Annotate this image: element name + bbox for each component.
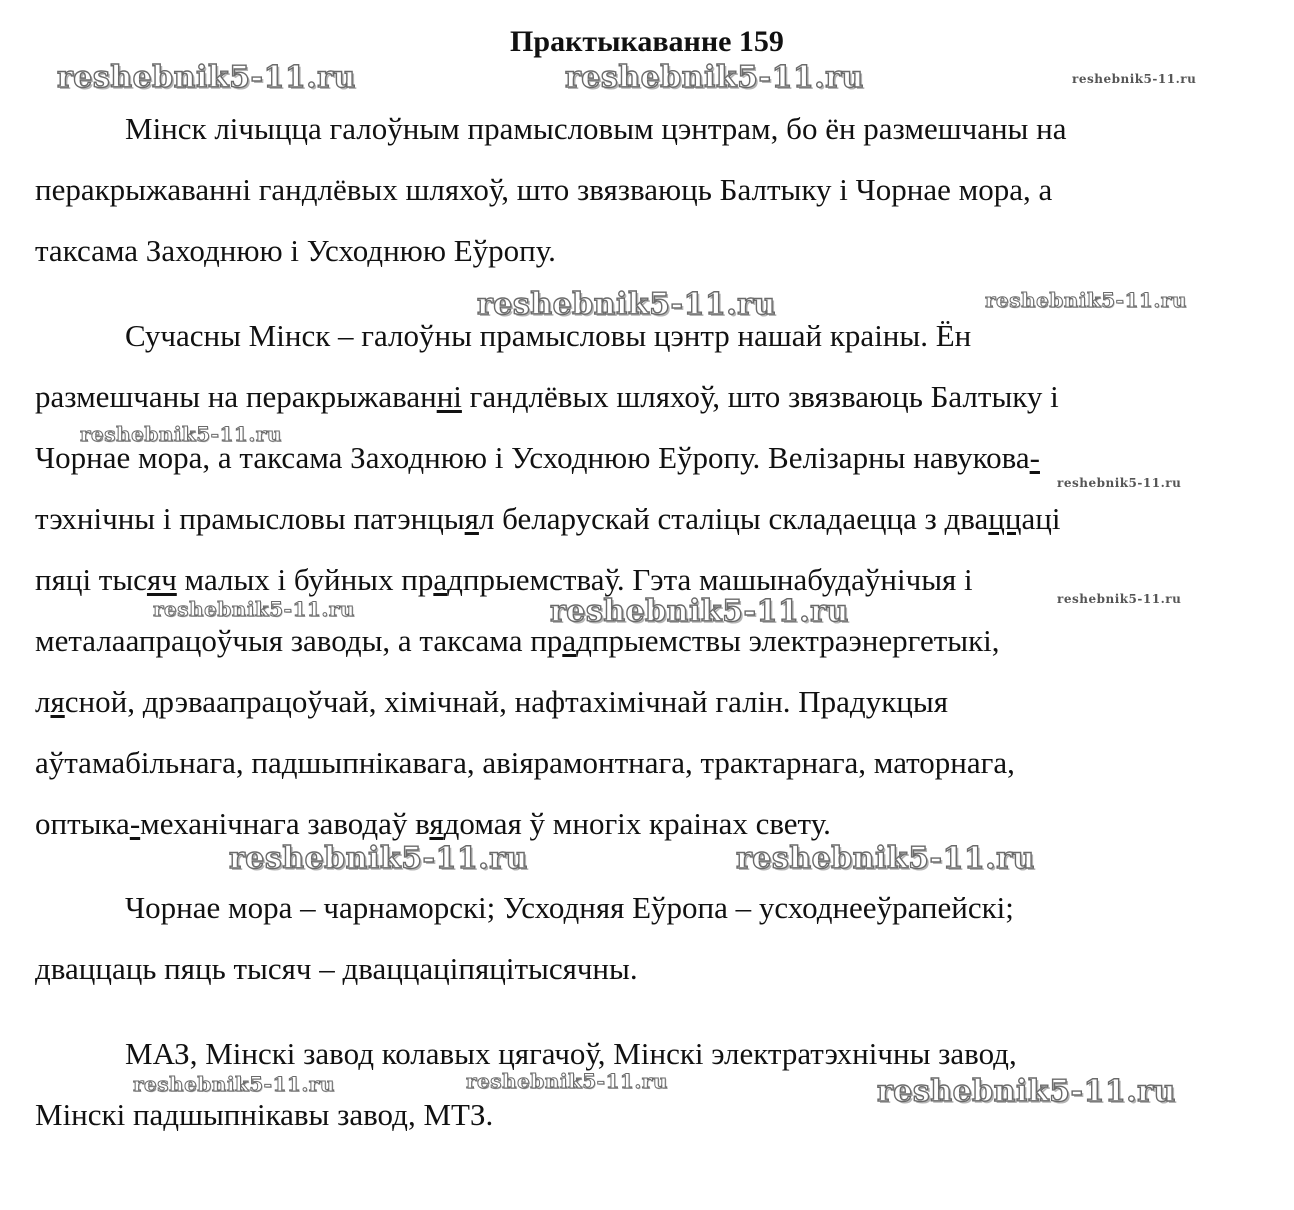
watermark: reshebnik5-11.ru: [985, 288, 1187, 312]
text-span: л: [35, 684, 51, 719]
text-span: дпрыемстваў. Гэта машынабудаўнічыя і: [447, 562, 973, 597]
paragraph-3-line-2: дваццаць пяць тысяч – дваццаціпяцітысячны.: [35, 951, 638, 986]
text-span: дпрыемствы электраэнергетыкі,: [576, 623, 1000, 658]
text-span: оптыка: [35, 806, 130, 841]
paragraph-2: [35, 305, 1257, 854]
underlined-letters: а: [562, 623, 577, 658]
watermark: reshebnik5-11.ru: [466, 1069, 668, 1093]
paragraph-1: [35, 98, 1257, 281]
watermark: reshebnik5-11.ru: [736, 841, 1035, 876]
paragraph-2-line-7: [35, 671, 1257, 732]
text-span: Чорнае мора, а таксама Заходнюю і Усходнюю Еўропу. Велізарны навукова: [35, 440, 1030, 475]
paragraph-2-line-9: [35, 793, 1257, 854]
paragraph-3-line-1: Чорнае мора – чарнаморскі; Усходняя Еўропа – усходнееўрапейскі;: [125, 890, 1014, 925]
paragraph-4-line-1: МАЗ, Мінскі завод колавых цягачоў, Мінскі электратэхнічны завод,: [125, 1036, 1017, 1071]
text-span: малых і буйных пр: [176, 562, 434, 597]
watermark: reshebnik5-11.ru: [133, 1072, 335, 1096]
text-span: л беларускай сталіцы складаецца з два: [478, 501, 989, 536]
watermark: reshebnik5-11.ru: [877, 1074, 1176, 1109]
watermark: reshebnik5-11.ru: [229, 841, 528, 876]
underlined-letters: ні: [436, 379, 462, 414]
paragraph-2-line-2: [35, 366, 1257, 427]
page-title: Практыкаванне 159: [510, 25, 784, 58]
underlined-letters: а: [433, 562, 448, 597]
text-span: размешчаны на перакрыжаван: [35, 379, 437, 414]
paragraph-2-line-8: аўтамабільнага, падшыпнікавага, авіярамонтнага, трактарнага, маторнага,: [35, 745, 1015, 780]
text-span: тэхнічны і прамысловы патэнцы: [35, 501, 465, 536]
paragraph-1-line-1: Мінск лічыцца галоўным прамысловым цэнтрам, бо ён размешчаны на: [125, 111, 1067, 146]
watermark: reshebnik5-11.ru: [477, 287, 776, 322]
watermark: reshebnik5-11.ru: [565, 60, 864, 95]
text-span: механічнага заводаў в: [140, 806, 430, 841]
underlined-letters: я: [464, 501, 479, 536]
watermark: reshebnik5-11.ru: [80, 422, 282, 446]
text-span: сной, дрэваапрацоўчай, хімічнай, нафтахімічнай галін. Прадукцыя: [64, 684, 948, 719]
underlined-letters: -: [129, 806, 141, 841]
watermark: reshebnik5-11.ru: [1057, 592, 1182, 606]
underlined-letters: цц: [988, 501, 1022, 536]
watermark: reshebnik5-11.ru: [57, 60, 356, 95]
text-span: гандлёвых шляхоў, што звязваюць Балтыку і: [461, 379, 1059, 414]
paragraph-4-line-2: Мінскі падшыпнікавы завод, МТЗ.: [35, 1097, 494, 1132]
watermark: reshebnik5-11.ru: [1072, 72, 1197, 86]
paragraph-2-line-1: Сучасны Мінск – галоўны прамысловы цэнтр нашай краіны. Ён: [125, 318, 972, 353]
watermark: reshebnik5-11.ru: [550, 594, 849, 629]
underlined-letters: я: [429, 806, 444, 841]
text-span: аці: [1021, 501, 1061, 536]
paragraph-1-line-3: таксама Заходнюю і Усходнюю Еўропу.: [35, 233, 556, 268]
text-span: домая ў многіх краінах свету.: [443, 806, 831, 841]
watermark: reshebnik5-11.ru: [1057, 476, 1182, 490]
text-span: металаапрацоўчыя заводы, а таксама пр: [35, 623, 563, 658]
underlined-letters: яч: [146, 562, 177, 597]
paragraph-1-line-2: перакрыжаванні гандлёвых шляхоў, што звязваюць Балтыку і Чорнае мора, а: [35, 172, 1053, 207]
underlined-letters: я: [50, 684, 65, 719]
watermark: reshebnik5-11.ru: [153, 597, 355, 621]
underlined-letters: -: [1029, 440, 1040, 475]
paragraph-2-line-4: [35, 488, 1257, 549]
text-span: пяці тыс: [35, 562, 147, 597]
paragraph-3: [35, 877, 1257, 999]
